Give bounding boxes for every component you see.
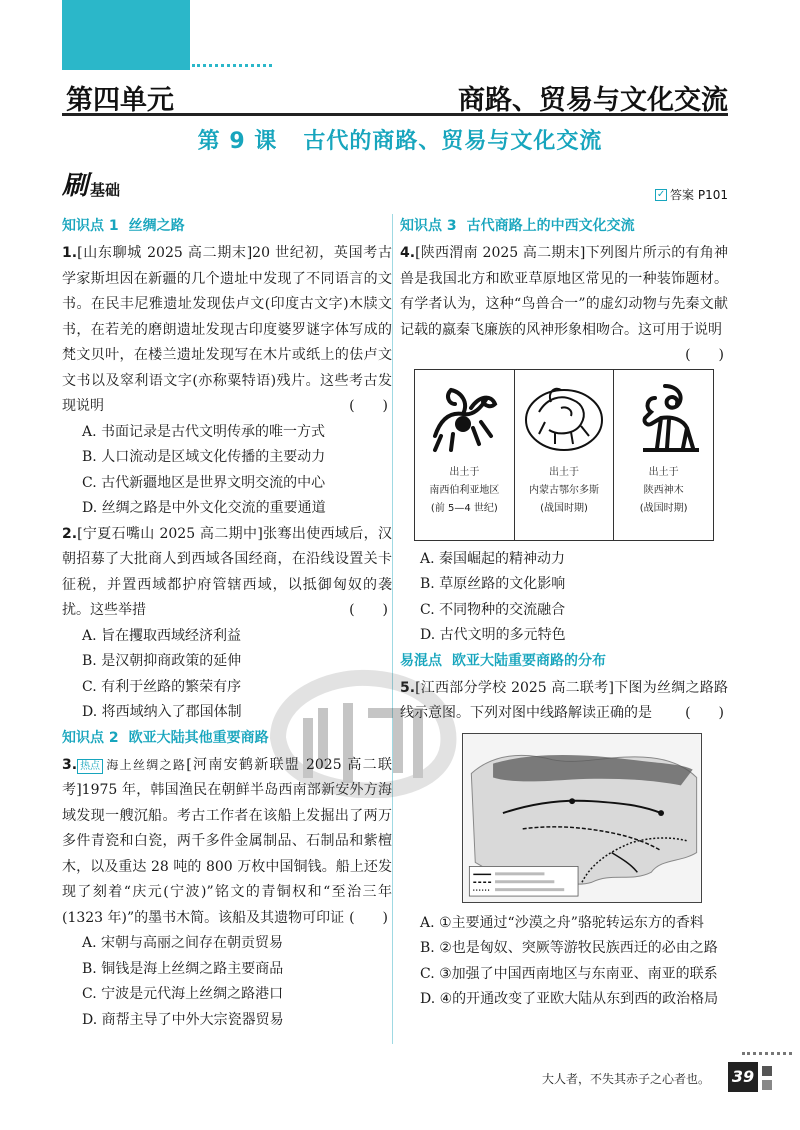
caption-line: 出土于 bbox=[549, 466, 579, 478]
question-5 bbox=[400, 676, 728, 727]
kp-title: 欧亚大陆其他重要商路 bbox=[128, 729, 269, 746]
artifact-siberia bbox=[415, 370, 515, 540]
artifact-images bbox=[414, 369, 714, 541]
question-number: 3. bbox=[62, 756, 78, 773]
hot-tag-topic: 海上丝绸之路 bbox=[105, 757, 187, 772]
question-stem: [宁夏石嘴山 2025 高二期中]张骞出使西域后，汉朝招募了大批商人到西域各国经商，在沿线设置关卡征税，并置西域都护府管辖西域，以抵御匈奴的袭扰。这些举措 bbox=[62, 525, 392, 618]
unit-label: 第四单元 bbox=[66, 85, 174, 116]
question-stem: [江西部分学校 2025 高二联考]下图为丝绸之路路线示意图。下列对图中线路解读正确的是 bbox=[400, 679, 728, 721]
question-number: 2. bbox=[62, 525, 78, 542]
footer-dots bbox=[742, 1052, 792, 1055]
horned-beast-icon bbox=[421, 378, 507, 458]
option-c: C. 宁波是元代海上丝绸之路港口 bbox=[82, 986, 284, 1002]
option-a: A. 书面记录是古代文明传承的唯一方式 bbox=[82, 423, 326, 440]
page-number: 39 bbox=[728, 1062, 758, 1092]
answer-blank: ( ) bbox=[349, 909, 388, 926]
option-a: A. 秦国崛起的精神动力 bbox=[420, 550, 566, 567]
caption-line: 内蒙古鄂尔多斯 bbox=[529, 484, 599, 496]
column-divider bbox=[392, 214, 393, 1044]
unit-header bbox=[62, 72, 728, 116]
option-d: D. ④的开通改变了亚欧大陆从东到西的政治格局 bbox=[420, 991, 719, 1007]
hot-tag: 热点 bbox=[77, 759, 103, 774]
kp-title: 古代商路上的中西文化交流 bbox=[466, 218, 635, 234]
kp-label: 知识点 2 bbox=[62, 729, 119, 746]
knowledge-point-2 bbox=[62, 726, 392, 751]
question-number: 4. bbox=[400, 245, 416, 261]
section-brush-char: 刷 bbox=[62, 171, 89, 201]
caption-line: 南西伯利亚地区 bbox=[429, 484, 500, 496]
option-b: B. 铜钱是海上丝绸之路主要商品 bbox=[82, 960, 284, 977]
option-d: D. 古代文明的多元特色 bbox=[420, 627, 566, 643]
option-b: B. 是汉朝抑商政策的延伸 bbox=[82, 653, 242, 669]
footer-motto: 大人者，不失其赤子之心者也。 bbox=[542, 1072, 711, 1086]
option-d: D. 商帮主导了中外大宗瓷器贸易 bbox=[82, 1011, 284, 1028]
caption-line: (战国时期) bbox=[540, 502, 588, 514]
caption-line: (战国时期) bbox=[639, 502, 688, 514]
caption-line: (前 5—4 世纪) bbox=[430, 502, 498, 514]
option-a: A. 旨在攫取西域经济利益 bbox=[82, 627, 242, 644]
option-c: C. ③加强了中国西南地区与东南亚、南亚的联系 bbox=[420, 965, 718, 982]
lesson-name: 古代的商路、贸易与文化交流 bbox=[303, 129, 603, 154]
lesson-number: 第 9 课 bbox=[197, 129, 278, 154]
question-2 bbox=[62, 522, 392, 624]
answer-blank: ( ) bbox=[349, 602, 388, 618]
answer-blank: ( ) bbox=[685, 347, 724, 363]
header-dots bbox=[192, 64, 272, 67]
knowledge-point-3 bbox=[400, 214, 728, 239]
kp-label: 易混点 bbox=[400, 652, 442, 669]
artifact-caption bbox=[640, 464, 688, 518]
option-c: C. 古代新疆地区是世界文明交流的中心 bbox=[82, 474, 326, 491]
silk-road-map bbox=[462, 733, 702, 903]
caption-line: 出土于 bbox=[648, 466, 679, 478]
artifact-shenmu bbox=[614, 370, 713, 540]
question-stem: [河南安鹤新联盟 2025 高二联考]1975 年，韩国渔民在朝鲜半岛西南部新安外方海域发现一艘沉船。考古工作者在该船上发掘出了两万多件青瓷和白瓷，两千多件金属制品、石制品和紫檀木，以及重达 28 吨的 800 万枚中国铜钱。船上还发现了刻着“庆元(宁波)”铭文的青铜权和“至治三年(1323 年)”的墨书木简。该船及其遗物可印证 bbox=[62, 756, 392, 926]
knowledge-point-1 bbox=[62, 214, 392, 239]
checkmark-icon: ✓ bbox=[656, 188, 666, 200]
option-a: A. ①主要通过“沙漠之舟”骆驼转运东方的香料 bbox=[420, 914, 704, 931]
option-b: B. 草原丝路的文化影响 bbox=[420, 576, 566, 592]
question-stem: [陕西渭南 2025 高二期末]下列图片所示的有角神兽是我国北方和欧亚草原地区常见的一种装饰题材。有学者认为，这种“鸟兽合一”的虚幻动物与先秦文献记载的嬴秦飞廉族的风神形象相吻合。这可用于说明 bbox=[400, 245, 728, 338]
answer-reference bbox=[655, 186, 728, 203]
lesson-title bbox=[0, 124, 800, 155]
option-a: A. 宋朝与高丽之间存在朝贡贸易 bbox=[82, 935, 284, 951]
question-number: 5. bbox=[400, 679, 416, 696]
kp-title: 欧亚大陆重要商路的分布 bbox=[452, 652, 606, 669]
artifact-caption bbox=[429, 464, 499, 518]
question-3 bbox=[62, 753, 392, 932]
option-b: B. 人口流动是区域文化传播的主要动力 bbox=[82, 449, 326, 465]
left-column bbox=[62, 214, 392, 1033]
question-1 bbox=[62, 241, 392, 420]
section-badge bbox=[62, 172, 120, 202]
footer-square bbox=[762, 1080, 772, 1090]
kp-title: 丝绸之路 bbox=[128, 218, 185, 234]
option-c: C. 不同物种的交流融合 bbox=[420, 601, 566, 618]
right-column bbox=[400, 214, 728, 1013]
route-map-icon bbox=[463, 734, 701, 902]
gold-plaque-icon bbox=[521, 378, 607, 458]
artifact-ordos bbox=[515, 370, 615, 540]
option-d: D. 将西域纳入了郡国体制 bbox=[82, 704, 242, 720]
section-name: 基础 bbox=[90, 181, 121, 199]
header-color-tab bbox=[62, 0, 190, 70]
footer-square bbox=[762, 1066, 772, 1076]
kp-label: 知识点 3 bbox=[400, 218, 457, 234]
option-d: D. 丝绸之路是中外文化交流的重要通道 bbox=[82, 500, 326, 516]
confusable-point bbox=[400, 649, 728, 674]
option-c: C. 有利于丝路的繁荣有序 bbox=[82, 678, 242, 695]
question-number: 1. bbox=[62, 245, 78, 261]
question-4 bbox=[400, 241, 728, 363]
caption-line: 陕西神木 bbox=[643, 484, 684, 496]
artifact-caption bbox=[529, 464, 599, 518]
answer-page-text: 答案 P101 bbox=[670, 188, 728, 202]
kp-label: 知识点 1 bbox=[62, 218, 119, 234]
question-stem: [山东聊城 2025 高二期末]20 世纪初，英国考古学家斯坦因在新疆的几个遗址中发现了不同语言的文书。在民丰尼雅遗址发现佉卢文(印度古文字)木牍文书，在若羌的磨朗遗址发现古印度婆罗谜字体写成的梵文贝叶，在楼兰遗址发现写在木片或纸上的佉卢文文书以及窣利语文字(亦称粟特语)残片。这些考古发现说明 bbox=[62, 245, 392, 414]
caption-line: 出土于 bbox=[449, 466, 480, 478]
deer-beast-icon bbox=[621, 378, 707, 458]
answer-blank: ( ) bbox=[685, 705, 724, 721]
unit-theme: 商路、贸易与文化交流 bbox=[458, 85, 728, 116]
answer-blank: ( ) bbox=[349, 398, 388, 414]
option-b: B. ②也是匈奴、突厥等游牧民族西迁的必由之路 bbox=[420, 940, 718, 956]
